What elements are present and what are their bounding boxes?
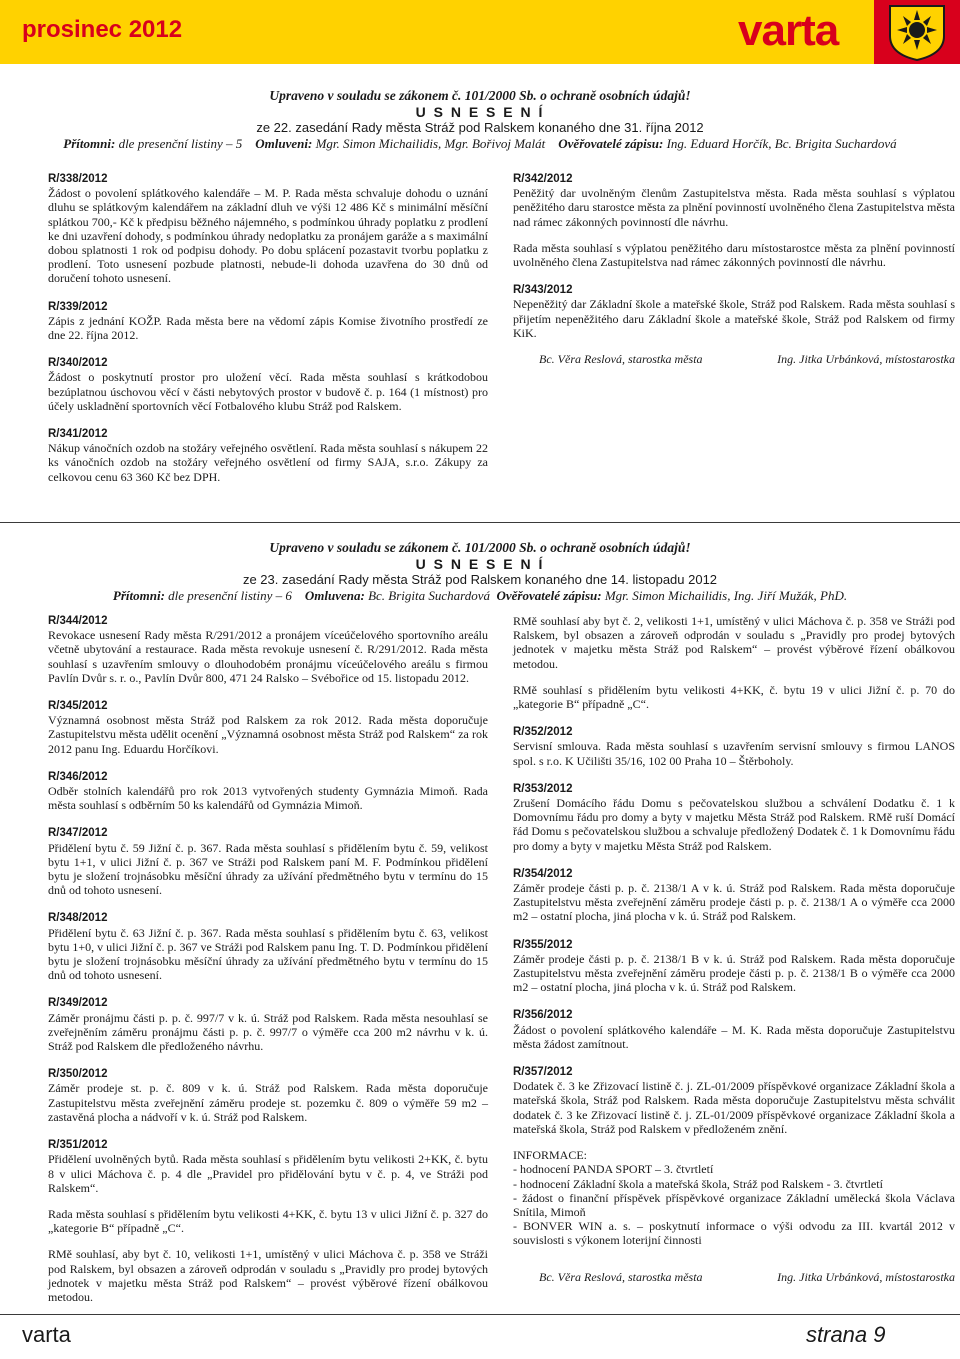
resolution-text: Revokace usnesení Rady města R/291/2012 a pronájem víceúčelového sportovního areálu včetně ubytování a restaurace. Rada města revokuje usnesení č. R/291/2012. Rada města souhlasí s uzavřením smlouvy o dlouhodobém pronájmu víceúčelového areálu s firmou Pavlín Dvůr s. r. o., Pavlín Dvůr 800, 471 24 Ralsko – Svébořice od 15. listopadu 2012. bbox=[48, 628, 488, 685]
brand-title: varta bbox=[738, 6, 839, 55]
resolution-id: R/343/2012 bbox=[513, 284, 573, 297]
resolution-text: Rada města souhlasí s přidělením bytu velikosti 4+KK, č. bytu 13 v ulici Jižní č. p. 327 do „kategorie B“ případně „C“. bbox=[48, 1206, 488, 1236]
resolution-id: R/345/2012 bbox=[48, 700, 108, 713]
resolution-text: Významná osobnost města Stráž pod Ralskem za rok 2012. Rada města doporučuje Zastupitelstvu města udělit ocenění „Významná osobnost města Stráž pod Ralskem“ za rok 2012 panu Ing. Eduardu Horčíkovi. bbox=[48, 713, 488, 756]
resolution-title: U S N E S E N Í bbox=[415, 556, 545, 572]
resolution-text: Záměr prodeje části p. p. č. 2138/1 A v k. ú. Stráž pod Ralskem. Rada města doporučuje Zastupitelstvu města zveřejnění záměru prodeje části p. p. č. 2138/1 A o výměře cca 2000 m2 – ostatní plocha, jiná plocha v k. ú. Stráž pod Ralskem. bbox=[513, 881, 955, 924]
resolution-text: Přidělení uvolněných bytů. Rada města souhlasí s přidělením bytu velikosti 2+KK, č. bytu 8 v ulici Máchova č. p. 4 dle „Pravidel pro přidělování bytu v č. p. 4, ve Stráži pod Ralskem“. bbox=[48, 1152, 488, 1195]
resolution-id: R/351/2012 bbox=[48, 1139, 108, 1152]
resolution-id: R/357/2012 bbox=[513, 1066, 573, 1079]
resolution-text: Přidělení bytu č. 59 Jižní č. p. 367. Rada města souhlasí s přidělením bytu č. 59, velikost bytu 1+1, v ulici Jižní č. p. 367 ve Stráži pod Ralskem paní M. F. Podmínkou přidělení bytu je složení trojnásobku měsíční úhrady za užívání předmětného bytu v termínu do 15 dnů od tohoto usnesení. bbox=[48, 840, 488, 898]
resolution-heading-23 bbox=[0, 540, 960, 604]
resolution-text: Záměr prodeje části p. p. č. 2138/1 B v k. ú. Stráž pod Ralskem. Rada města doporučuje Zastupitelstvu města zveřejnění záměru prodeje části p. p. č. 2138/1 B o výměře cca 2000 m2 – ostatní plocha, jiná plocha v k. ú. Stráž pod Ralskem. bbox=[513, 951, 955, 995]
resolution-text: Žádost o povolení splátkového kalendáře – M. P. Rada města schvaluje dohodu o uznání dluhu se splátkovým kalendářem na základní dluh ve výši 12 486 Kč s minimální měsíční splátkou 700,- Kč k předpisu běžného nájemného, s podmínkou úhrady poplatku z prodlení ke dni uzavření dohody, s podmínkou úhrady nedoplatku za pronájem garáže a s maximální dobou splatnosti 1 rok od podpisu dohody. Po dobu splácení pozastavit tvorbu poplatku z prodlení. Toto usnesení pozbude platnosti, nebude-li dohoda uzavřena do 30 dnů od doručení tohoto usnesení. bbox=[48, 186, 488, 286]
resolution-text: Zrušení Domácího řádu Domu s pečovatelskou službou a schválení Dodatku č. 1 k Domovnímu řádu pro domy a byty v majetku Města Stráž pod Ralskem. RMě ruší Domácí řád Domu s pečovatelskou službou a schvaluje předložený Dodatek č. 1 k Domovnímu řádu pro domy a byty v majetku Města Stráž pod Ralskem. bbox=[513, 796, 955, 853]
resolution-id: R/353/2012 bbox=[513, 782, 573, 795]
signature-deputy: Ing. Jitka Urbánková, místostarostka bbox=[777, 1269, 955, 1284]
info-item: - hodnocení PANDA SPORT – 3. čtvrtletí bbox=[513, 1162, 714, 1177]
resolution-id: R/339/2012 bbox=[48, 300, 108, 313]
resolution-id: R/347/2012 bbox=[48, 827, 108, 840]
resolution-id: R/338/2012 bbox=[48, 173, 108, 185]
session-line: ze 23. zasedání Rady města Stráž pod Ralskem konaného dne 14. listopadu 2012 bbox=[242, 572, 718, 587]
header-bar bbox=[0, 0, 960, 64]
resolution-id: R/354/2012 bbox=[513, 867, 573, 880]
block1-left-column bbox=[48, 172, 488, 484]
resolution-text: RMě souhlasí, aby byt č. 10, velikosti 1+1, umístěný v ulici Máchova č. p. 358 ve Stráži pod Ralskem, byl obsazen a zároveň odprodán v souladu s „Pravidly pro prodej bytových jednotek v majetku města Stráž pod Ralskem“ – provést výběrové řízení obálkovou metodou. bbox=[48, 1247, 488, 1304]
resolution-id: R/344/2012 bbox=[48, 615, 108, 627]
section-divider bbox=[0, 522, 960, 523]
resolution-id: R/342/2012 bbox=[513, 173, 573, 185]
resolution-text: Nákup vánočních ozdob na stožáry veřejného osvětlení. Rada města souhlasí s nákupem 22 ks vánočních ozdob na stožáry veřejného osvětlení od firmy SAJA, s.r.o. Zákupy za celkovou cenu 63 360 Kč bez DPH. bbox=[48, 441, 488, 484]
resolution-id: R/352/2012 bbox=[513, 726, 573, 739]
resolution-id: R/340/2012 bbox=[48, 357, 108, 370]
resolution-text: Žádost o povolení splátkového kalendáře – M. K. Rada města doporučuje Zastupitelstvu města žádost zamítnout. bbox=[513, 1022, 955, 1051]
resolution-text: Dodatek č. 3 ke Zřizovací listině č. j. ZL-01/2009 příspěvkové organizace Základní škola a mateřská škola, Stráž pod Ralskem. Rada města doporučuje Zastupitelstvu města schválit dodatek č. 3 ke Zřizovací listině č. j. ZL-01/2009 příspěvkové organizace Základní škola a mateřská škola, Stráž pod Ralskem v předloženém znění. bbox=[513, 1079, 955, 1136]
issue-date: prosinec 2012 bbox=[22, 16, 183, 43]
info-item: - žádost o finanční příspěvek příspěvkové organizace Základní umělecká škola Václava Snítila, Mimoň bbox=[513, 1190, 955, 1219]
resolution-text: Přidělení bytu č. 63 Jižní č. p. 367. Rada města souhlasí s přidělením bytu č. 63, velikost bytu 1+0, v ulici Jižní č. p. 367 ve Stráži pod Ralskem panu Ing. T. D. Podmínkou přidělení bytu je složení trojnásobku měsíční úhrady za užívání předmětného bytu v termínu do 15 dnů od tohoto usnesení. bbox=[48, 925, 488, 983]
page-number: strana 9 bbox=[806, 1322, 886, 1347]
sunflower-emblem-icon bbox=[884, 2, 950, 62]
resolution-id: R/355/2012 bbox=[513, 938, 573, 951]
resolution-id: R/341/2012 bbox=[48, 428, 108, 441]
resolution-text: Zápis z jednání KOŽP. Rada města bere na vědomí zápis Komise životního prostředí ze dne 22. října 2012. bbox=[48, 313, 488, 343]
resolution-text: RMě souhlasí s přidělením bytu velikosti 4+KK, č. bytu 19 v ulici Jižní č. p. 70 do „kategorie B“ případně „C“. bbox=[513, 682, 955, 712]
resolution-text: Nepeněžitý dar Základní škole a mateřské škole, Stráž pod Ralskem. Rada města souhlasí s přijetím nepeněžitého daru Základní škole a mateřské škole, Stráž pod Ralskem od firmy KiK. bbox=[513, 297, 955, 340]
signature-mayor: Bc. Věra Reslová, starostka města bbox=[539, 352, 703, 367]
block2-left-column bbox=[48, 614, 488, 1304]
privacy-note: Upraveno v souladu se zákonem č. 101/2000 Sb. o ochraně osobních údajů! bbox=[269, 540, 691, 555]
resolution-title: U S N E S E N Í bbox=[415, 104, 545, 120]
resolution-heading-22 bbox=[0, 88, 960, 152]
privacy-note: Upraveno v souladu se zákonem č. 101/2000 Sb. o ochraně osobních údajů! bbox=[269, 88, 691, 103]
town-logo bbox=[874, 0, 960, 64]
attendance-line: Přítomni: dle presenční listiny – 6 Omluvena: Bc. Brigita Suchardová Ověřovatelé zápisu: Mgr. Simon Michailidis, Ing. Jiří Mužák, PhD. bbox=[112, 588, 848, 603]
resolution-text: Odběr stolních kalendářů pro rok 2013 vytvořených studenty Gymnázia Mimoň. Rada města souhlasí s odběrním 50 ks kalendářů od Gymnázia Mimoň. bbox=[48, 784, 488, 813]
block2-right-column bbox=[513, 614, 955, 1284]
info-item: - hodnocení Základní škola a mateřská škola, Stráž pod Ralskem - 3. čtvrtletí bbox=[513, 1176, 883, 1191]
footer-brand: varta bbox=[22, 1322, 71, 1347]
resolution-id: R/350/2012 bbox=[48, 1068, 108, 1081]
resolution-id: R/349/2012 bbox=[48, 997, 108, 1010]
resolution-id: R/348/2012 bbox=[48, 912, 108, 925]
resolution-text: RMě souhlasí aby byt č. 2, velikosti 1+1, umístěný v ulici Máchova č. p. 358 ve Stráži pod Ralskem, byl obsazen a zároveň odprodán v souladu s „Pravidly pro prodej bytových jednotek v majetku města Stráž pod Ralskem“ – provést výběrové řízení obálkovou metodou. bbox=[513, 614, 955, 671]
block1-right-column bbox=[513, 172, 955, 366]
resolution-text: Rada města souhlasí s výplatou peněžitého daru místostarostce města za plnění povinností uvolněného člena Zastupitelstva nad rámec zákonných povinností dle návrhu. bbox=[513, 240, 955, 270]
signatures bbox=[513, 1270, 955, 1284]
resolution-id: R/356/2012 bbox=[513, 1009, 573, 1022]
signatures bbox=[513, 352, 955, 366]
attendance-line: Přítomni: dle presenční listiny – 5 Omluveni: Mgr. Simon Michailidis, Mgr. Bořivoj Malát Ověřovatelé zápisu: Ing. Eduard Horčík, Bc. Brigita Suchardová bbox=[63, 136, 897, 151]
resolution-text: Peněžitý dar uvolněným členům Zastupitelstva města. Rada města souhlasí s výplatou peněžitého daru starostce města za plnění povinností uvolněného člena Zastupitelstva města nad rámec zákonných povinností dle návrhu. bbox=[513, 186, 955, 229]
resolution-text: Záměr pronájmu části p. p. č. 997/7 v k. ú. Stráž pod Ralskem. Rada města nesouhlasí se zveřejněním záměru pronájmu části p. p. č. 997/7 o výměře cca 200 m2 návrhu v k. ú. Stráž pod Ralskem dle předloženého návrhu. bbox=[48, 1010, 488, 1054]
info-item: - BONVER WIN a. s. – poskytnutí informace o výši odvodu za III. kvartál 2012 v souvislosti s výkonem loterijní činnosti bbox=[513, 1219, 955, 1248]
footer-divider bbox=[0, 1314, 960, 1315]
resolution-text: Žádost o poskytnutí prostor pro uložení věcí. Rada města souhlasí s krátkodobou bezúplatnou úschovou věcí v části nebytových prostor v budově č. p. 164 (1 místnost) pro účely uskladnění sportovních věcí Fotbalového klubu Stráž pod Ralskem. bbox=[48, 370, 488, 413]
resolution-id: R/346/2012 bbox=[48, 770, 108, 783]
info-title: INFORMACE: bbox=[513, 1148, 588, 1163]
signature-deputy: Ing. Jitka Urbánková, místostarostka bbox=[777, 352, 955, 367]
resolution-text: Servisní smlouva. Rada města souhlasí s uzavřením servisní smlouvy s firmou LANOS spol. s r.o. K Učilišti 35/16, 102 00 Praha 10 – Štěrboholy. bbox=[513, 739, 955, 768]
session-line: ze 22. zasedání Rady města Stráž pod Ralskem konaného dne 31. října 2012 bbox=[256, 120, 704, 135]
resolution-text: Záměr prodeje st. p. č. 809 v k. ú. Stráž pod Ralskem. Rada města doporučuje Zastupitelstvu města zveřejnění záměru prodeje st. pozemku č. 809 o výměře 59 m2 – zastavěná plocha a nádvoří v k. ú. Stráž pod Ralskem. bbox=[48, 1081, 488, 1124]
signature-mayor: Bc. Věra Reslová, starostka města bbox=[539, 1269, 703, 1284]
